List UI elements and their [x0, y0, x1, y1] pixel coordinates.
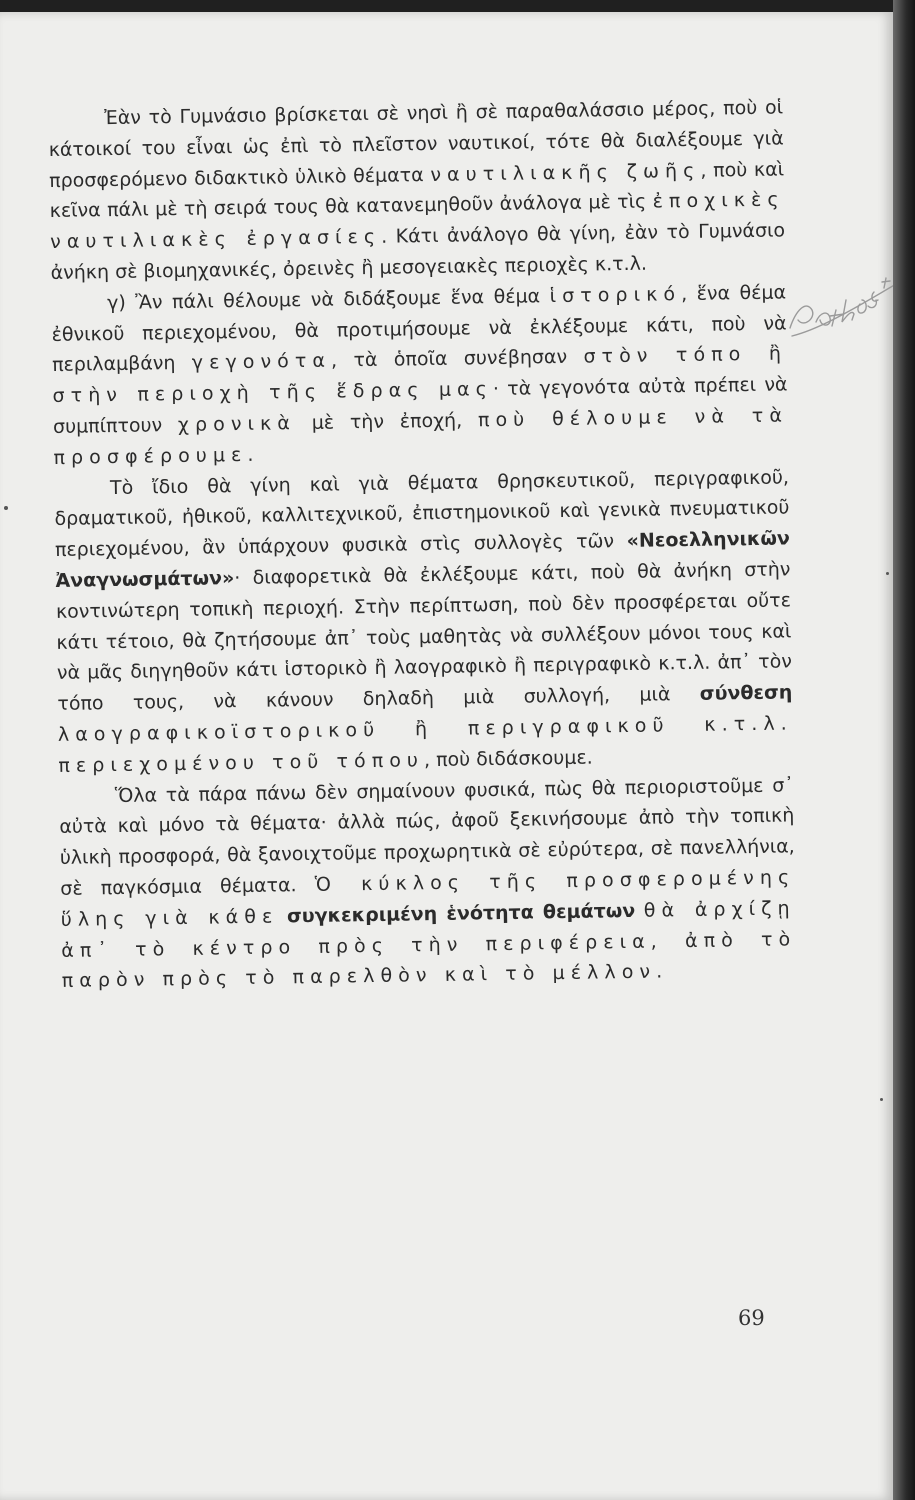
text-run: , τὰ ὁποῖα συνέβησαν	[330, 345, 584, 372]
text-run: . Κάτι ἀνάλογο θὰ γίνη, ἐὰν τὸ Γυμνάσιο ἀνήκη σὲ βιομηχανικές, ὀρεινὲς ἢ μεσογειακὲς περιοχὲς κ.τ.λ.	[50, 219, 786, 284]
page-number: 69	[738, 1306, 765, 1330]
spaced-emphasis-text: λαογραφικοϊστορικοῦ ἢ περιγραφικοῦ κ.τ.λ. περιεχομένου τοῦ τόπου	[57, 712, 793, 777]
scan-speck	[880, 1098, 883, 1101]
spaced-emphasis-text: χρονικὰ	[177, 412, 297, 436]
spaced-emphasis-text: ἱστορικό	[549, 282, 682, 307]
text-run: μὲ τὴν ἐποχή,	[295, 409, 479, 435]
text-run: γ) Ἂν πάλι θέλουμε νὰ διδάξουμε ἕνα θέμα	[106, 284, 550, 314]
spaced-emphasis-text: ἐποχικὲς ναυτιλιακὲς ἐργασίες	[49, 188, 785, 254]
paragraph-4	[59, 770, 797, 997]
spaced-emphasis-text: ποὺ θέλουμε νὰ τὰ προσφέρουμε	[53, 404, 789, 469]
scan-speck	[886, 572, 889, 575]
text-run: , ἕνα θέμα ἐθνικοῦ περιεχομένου, θὰ προτιμήσουμε νὰ ἐκλέξουμε κάτι, ποὺ νὰ περιλαμβάνη	[51, 281, 787, 377]
paragraph-2	[51, 277, 789, 473]
scan-speck	[4, 506, 8, 510]
text-run: Ὅλα τὰ πάρα πάνω δὲν σημαίνουν φυσικά, πὼς θὰ περιοριστοῦμε σ᾽ αὐτὰ καὶ μόνο τὰ θέματα· ἀλλὰ πώς, ἀφοῦ ξεκινήσουμε ἀπὸ τὴν τοπικὴ ὑλικὴ προσφορά, θὰ ξανοιχτοῦμε προχωρητικὰ σὲ εὐρύτερα, σὲ πανελλήνια, σὲ παγκόσμια θέματα.	[59, 773, 795, 900]
body-text	[48, 92, 797, 997]
paragraph-3	[54, 462, 794, 781]
text-run: Τὸ ἴδιο θὰ γίνη καὶ γιὰ θέματα θρησκευτικοῦ, περιγραφικοῦ, δραματικοῦ, ἠθικοῦ, καλλιτεχνικοῦ, ἐπιστημονικοῦ καὶ γενικὰ πνευματικοῦ περιεχομένου, ἂν ὑπάρχουν φυσικὰ στὶς συλλογὲς τῶν	[54, 465, 790, 562]
spaced-emphasis-text: Ὁ κύκλος τῆς προσφερομένης ὕλης γιὰ κάθε	[60, 866, 796, 931]
paragraph-1	[48, 92, 786, 288]
book-page	[0, 12, 893, 1500]
bold-text: «Νεοελληνικῶν Ἀναγνωσμάτων»	[55, 527, 791, 592]
spaced-emphasis-text: γεγονότα	[191, 349, 332, 375]
text-run: , ποὺ καὶ κεῖνα πάλι μὲ τὴ σειρά τους θὰ κατανεμηθοῦν ἀνάλογα μὲ τὶς	[49, 158, 785, 223]
text-run: .	[247, 443, 254, 466]
text-run: , ποὺ διδάσκουμε.	[423, 746, 593, 771]
text-run: .	[655, 960, 663, 983]
bold-text: συγκεκριμένη ἑνότητα θεμάτων	[286, 899, 636, 928]
scan-top-border	[0, 0, 915, 12]
text-run: · τὰ γεγονότα αὐτὰ πρέπει νὰ συμπίπτουν	[52, 373, 788, 438]
text-run: Ἐὰν τὸ Γυμνάσιο βρίσκεται σὲ νησὶ ἢ σὲ παραθαλάσσιο μέρος, ποὺ οἱ κάτοικοί του εἶναι ὡς ἐπὶ τὸ πλεῖστον ναυτικοί, τότε θὰ διαλέξουμε γιὰ προσφερόμενο διδακτικὸ ὑλικὸ θέματα	[48, 96, 784, 192]
text-run: · διαφορετικὰ θὰ ἐκλέξουμε κάτι, ποὺ θὰ ἀνήκη στὴν κοντινώτερη τοπικὴ περιοχή. Στὴν περίπτωση, ποὺ δὲν προσφέρεται οὔτε κάτι τέτοιο, θὰ ζητήσουμε ἀπ᾽ τοὺς μαθητὰς νὰ συλλέξουν μόνοι τους καὶ νὰ μᾶς διηγηθοῦν κάτι ἱστορικὸ ἢ λαογραφικὸ ἢ περιγραφικὸ κ.τ.λ. ἀπ᾽ τὸν τόπο τους, νὰ κάνουν δηλαδὴ μιὰ συλλογή, μιὰ	[55, 558, 793, 716]
handwritten-margin-note	[786, 270, 893, 340]
spaced-emphasis-text: ναυτιλιακῆς ζωῆς	[430, 159, 701, 186]
spaced-emphasis-text: στὸν τόπο ἢ στὴν περιοχὴ τῆς ἕδρας μας	[52, 342, 788, 408]
binding-shadow	[893, 0, 915, 1500]
bold-text: σύνθεση	[699, 681, 793, 705]
spaced-emphasis-text: θὰ ἀρχίζῃ ἀπ᾽ τὸ κέντρο πρὸς τὴν περιφέρεια, ἀπὸ τὸ παρὸν πρὸς τὸ παρελθὸν καὶ τὸ μέλλον	[61, 897, 797, 993]
